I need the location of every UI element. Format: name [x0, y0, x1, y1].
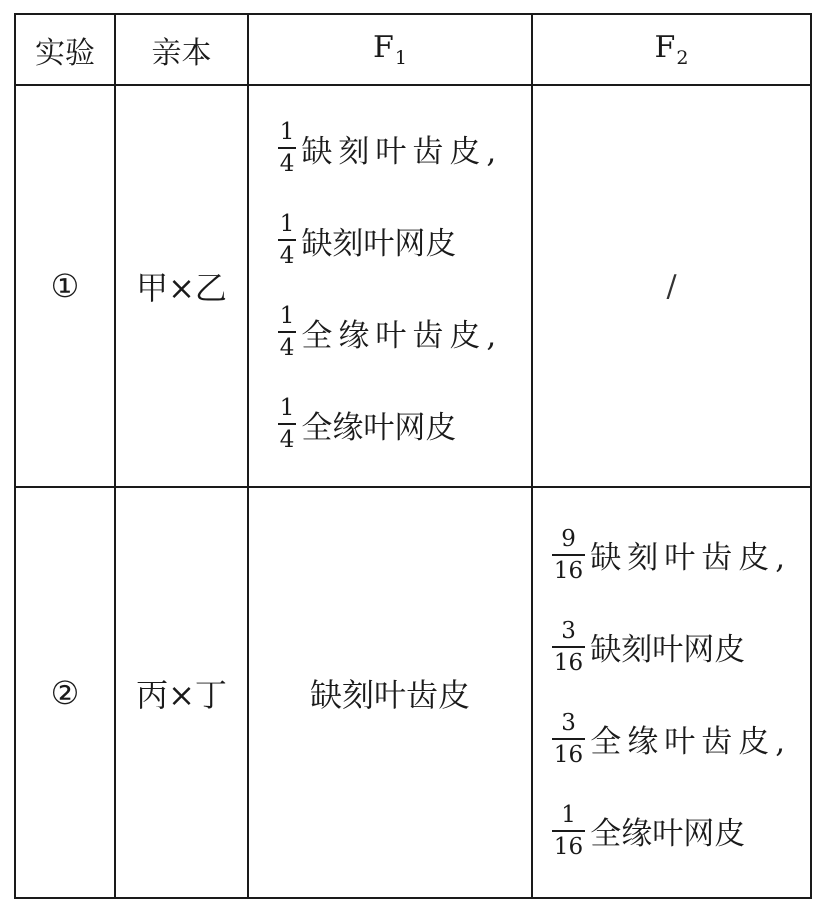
fraction-numerator: 1: [279, 211, 295, 237]
fraction: [552, 526, 585, 584]
fraction-numerator: 1: [279, 395, 295, 421]
fraction-denominator: 4: [279, 243, 295, 269]
header-f1-label: F: [373, 30, 394, 65]
phenotype-label: 全缘叶齿皮,: [590, 724, 792, 760]
phenotype-line: [552, 601, 745, 693]
fraction-bar: [552, 646, 585, 648]
fraction: [278, 119, 297, 177]
phenotype-label: 缺刻叶网皮: [301, 225, 457, 262]
fraction-denominator: 4: [279, 151, 295, 177]
phenotype-line: [552, 785, 745, 877]
f1-cell: [248, 85, 532, 487]
phenotype-label: 缺刻叶齿皮,: [590, 540, 792, 576]
phenotype-label: 缺刻叶齿皮,: [301, 133, 503, 170]
phenotype-ratio-list: [278, 102, 503, 470]
parents-cell: [115, 85, 248, 487]
header-f2-subscript: 2: [676, 47, 689, 69]
phenotype-line: [552, 509, 791, 601]
header-parents: [115, 14, 248, 85]
fraction-bar: [552, 830, 585, 832]
fraction-numerator: 1: [279, 119, 295, 145]
fraction-bar: [278, 423, 297, 425]
phenotype-label: 全缘叶网皮: [590, 816, 746, 852]
fraction-bar: [278, 147, 297, 149]
header-f2: [532, 14, 811, 85]
fraction-bar: [552, 738, 585, 740]
phenotype-line: [278, 102, 503, 194]
fraction-numerator: 9: [561, 525, 576, 552]
phenotype-label: 全缘叶网皮: [301, 409, 457, 446]
f2-cell: [532, 85, 811, 487]
header-f1: [248, 14, 532, 85]
fraction-bar: [552, 554, 585, 556]
fraction-numerator: 1: [279, 303, 295, 329]
header-f1-subscript: 1: [394, 47, 407, 69]
phenotype-ratio-list: [552, 509, 791, 877]
fraction: [552, 618, 585, 676]
fraction-denominator: 16: [553, 833, 584, 860]
fraction-denominator: 16: [553, 741, 584, 768]
header-row: [15, 14, 811, 85]
genetics-results-table: [14, 13, 812, 899]
fraction-denominator: 4: [279, 335, 295, 361]
empty-marker: /: [666, 268, 677, 304]
phenotype-line: [552, 693, 791, 785]
f1-cell: [248, 487, 532, 898]
fraction: [552, 710, 585, 768]
parents-value: 丙×丁: [136, 675, 227, 714]
parents-cell: [115, 487, 248, 898]
fraction-numerator: 1: [561, 801, 576, 828]
fraction-bar: [278, 239, 297, 241]
experiment-number: ①: [50, 267, 80, 305]
f2-cell: [532, 487, 811, 898]
phenotype-line: [278, 378, 457, 470]
phenotype-label: 全缘叶齿皮,: [301, 317, 503, 354]
phenotype-line: [278, 286, 503, 378]
header-f2-label: F: [654, 30, 676, 65]
header-experiment: [15, 14, 115, 85]
phenotype-value: 缺刻叶齿皮: [309, 675, 470, 714]
fraction-bar: [278, 331, 297, 333]
fraction: [278, 211, 297, 269]
table-row: [15, 487, 811, 898]
fraction-denominator: 16: [553, 557, 584, 584]
header-experiment-label: 实验: [35, 35, 95, 71]
fraction: [552, 802, 585, 860]
phenotype-label: 缺刻叶网皮: [590, 632, 746, 668]
fraction-numerator: 3: [561, 617, 576, 644]
phenotype-line: [278, 194, 457, 286]
experiment-cell: [15, 85, 115, 487]
fraction: [278, 395, 297, 453]
table-row: [15, 85, 811, 487]
experiment-cell: [15, 487, 115, 898]
parents-value: 甲×乙: [136, 269, 227, 307]
fraction-numerator: 3: [561, 709, 576, 736]
experiment-number: ②: [50, 673, 80, 712]
fraction: [278, 303, 297, 361]
fraction-denominator: 16: [553, 649, 584, 676]
header-parents-label: 亲本: [151, 35, 212, 71]
fraction-denominator: 4: [279, 427, 295, 453]
